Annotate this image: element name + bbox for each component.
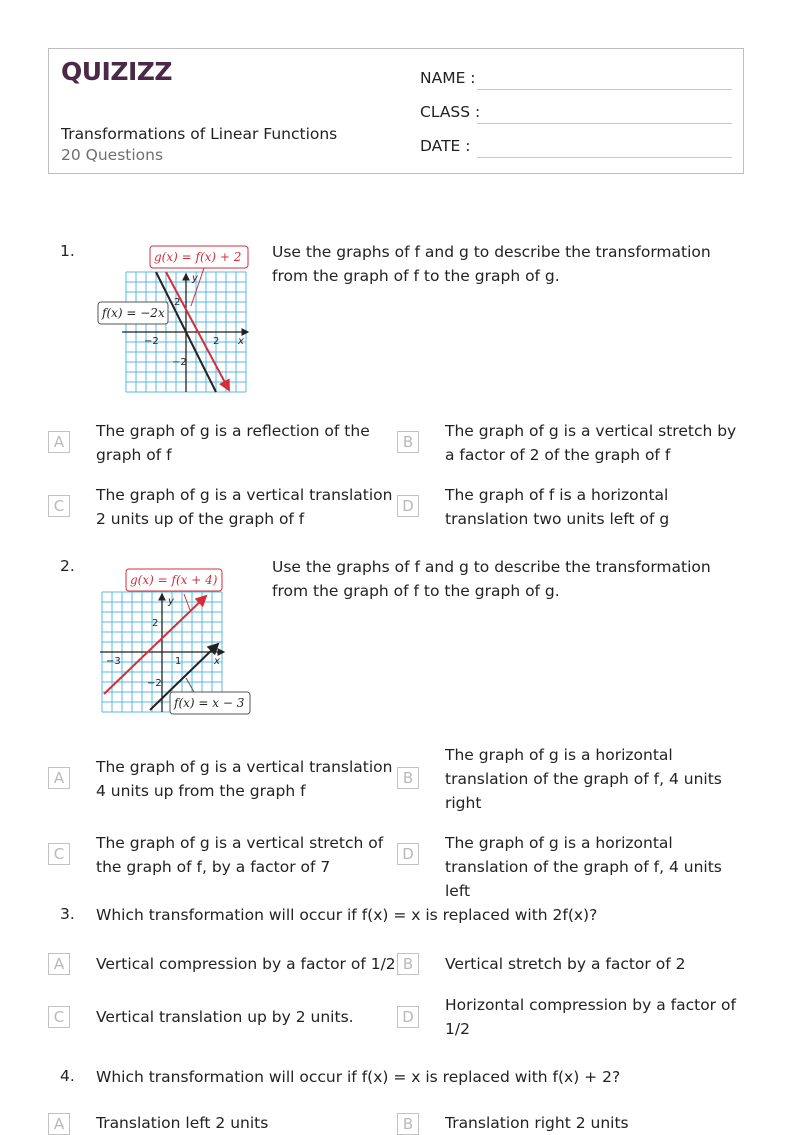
option-a-badge[interactable]: A <box>48 1113 70 1135</box>
option-c-badge[interactable]: C <box>48 843 70 865</box>
question-number: 4. <box>60 1067 75 1085</box>
date-label: DATE : <box>420 137 471 155</box>
option-b-text[interactable]: The graph of g is a horizontal translation of the graph of f, 4 units right <box>445 746 722 812</box>
class-label: CLASS : <box>420 103 481 121</box>
class-line[interactable] <box>477 123 732 124</box>
tick-label: 2 <box>152 618 159 629</box>
option-d-text[interactable]: The graph of g is a horizontal translation of the graph of f, 4 units left <box>445 834 722 900</box>
tick-label: 2 <box>174 297 181 308</box>
option-b-badge[interactable]: B <box>397 1113 419 1135</box>
g-label: g(x) = f(x + 4) <box>130 573 218 587</box>
g-label: g(x) = f(x) + 2 <box>154 250 242 264</box>
question-number: 2. <box>60 557 75 575</box>
y-axis-label: y <box>168 596 174 607</box>
option-a-text[interactable]: Translation left 2 units <box>96 1114 269 1132</box>
question-text: Which transformation will occur if f(x) = x is replaced with f(x) + 2? <box>96 1068 621 1086</box>
tick-label: 1 <box>175 656 182 667</box>
option-d-badge[interactable]: D <box>397 495 419 517</box>
option-b-badge[interactable]: B <box>397 431 419 453</box>
option-a-text[interactable]: Vertical compression by a factor of 1/2 <box>96 955 396 973</box>
x-axis-label: x <box>214 656 220 667</box>
name-label: NAME : <box>420 69 476 87</box>
option-c-text[interactable]: The graph of g is a vertical translation 2 units up of the graph of f <box>96 486 393 528</box>
option-d-badge[interactable]: D <box>397 1006 419 1028</box>
tick-label: −3 <box>106 656 121 667</box>
name-line[interactable] <box>477 89 732 90</box>
f-label: f(x) = −2x <box>102 306 165 320</box>
quizizz-logo: QUIZIZZ <box>61 57 173 86</box>
option-b-text[interactable]: Translation right 2 units <box>445 1114 629 1132</box>
question-text: Which transformation will occur if f(x) = x is replaced with 2f(x)? <box>96 906 598 924</box>
worksheet-header <box>48 48 744 174</box>
tick-label: −2 <box>144 336 159 347</box>
y-axis-label: y <box>192 273 198 284</box>
option-d-text[interactable]: The graph of f is a horizontal translation two units left of g <box>445 486 670 528</box>
option-c-badge[interactable]: C <box>48 495 70 517</box>
option-d-badge[interactable]: D <box>397 843 419 865</box>
option-a-badge[interactable]: A <box>48 431 70 453</box>
option-c-text[interactable]: The graph of g is a vertical stretch of the graph of f, by a factor of 7 <box>96 834 384 876</box>
option-c-badge[interactable]: C <box>48 1006 70 1028</box>
option-b-text[interactable]: The graph of g is a vertical stretch by a factor of 2 of the graph of f <box>445 422 737 464</box>
option-d-text[interactable]: Horizontal compression by a factor of 1/2 <box>445 996 736 1038</box>
option-a-text[interactable]: The graph of g is a reflection of the graph of f <box>96 422 370 464</box>
option-b-badge[interactable]: B <box>397 767 419 789</box>
question-1-graph <box>96 244 256 396</box>
question-2-graph <box>98 566 254 718</box>
option-b-text[interactable]: Vertical stretch by a factor of 2 <box>445 955 686 973</box>
question-number: 3. <box>60 905 75 923</box>
question-count: 20 Questions <box>61 146 164 164</box>
tick-label: −2 <box>172 357 187 368</box>
tick-label: 2 <box>213 336 220 347</box>
question-text: Use the graphs of f and g to describe the transformation from the graph of f to the graph of g. <box>272 243 711 285</box>
option-a-badge[interactable]: A <box>48 953 70 975</box>
option-b-badge[interactable]: B <box>397 953 419 975</box>
f-label: f(x) = x − 3 <box>174 696 245 710</box>
option-a-badge[interactable]: A <box>48 767 70 789</box>
question-text: Use the graphs of f and g to describe the transformation from the graph of f to the graph of g. <box>272 558 711 600</box>
question-number: 1. <box>60 242 75 260</box>
date-line[interactable] <box>477 157 732 158</box>
x-axis-label: x <box>238 336 244 347</box>
option-a-text[interactable]: The graph of g is a vertical translation 4 units up from the graph f <box>96 758 393 800</box>
option-c-text[interactable]: Vertical translation up by 2 units. <box>96 1008 354 1026</box>
tick-label: −2 <box>147 678 162 689</box>
worksheet-title: Transformations of Linear Functions <box>61 125 338 143</box>
